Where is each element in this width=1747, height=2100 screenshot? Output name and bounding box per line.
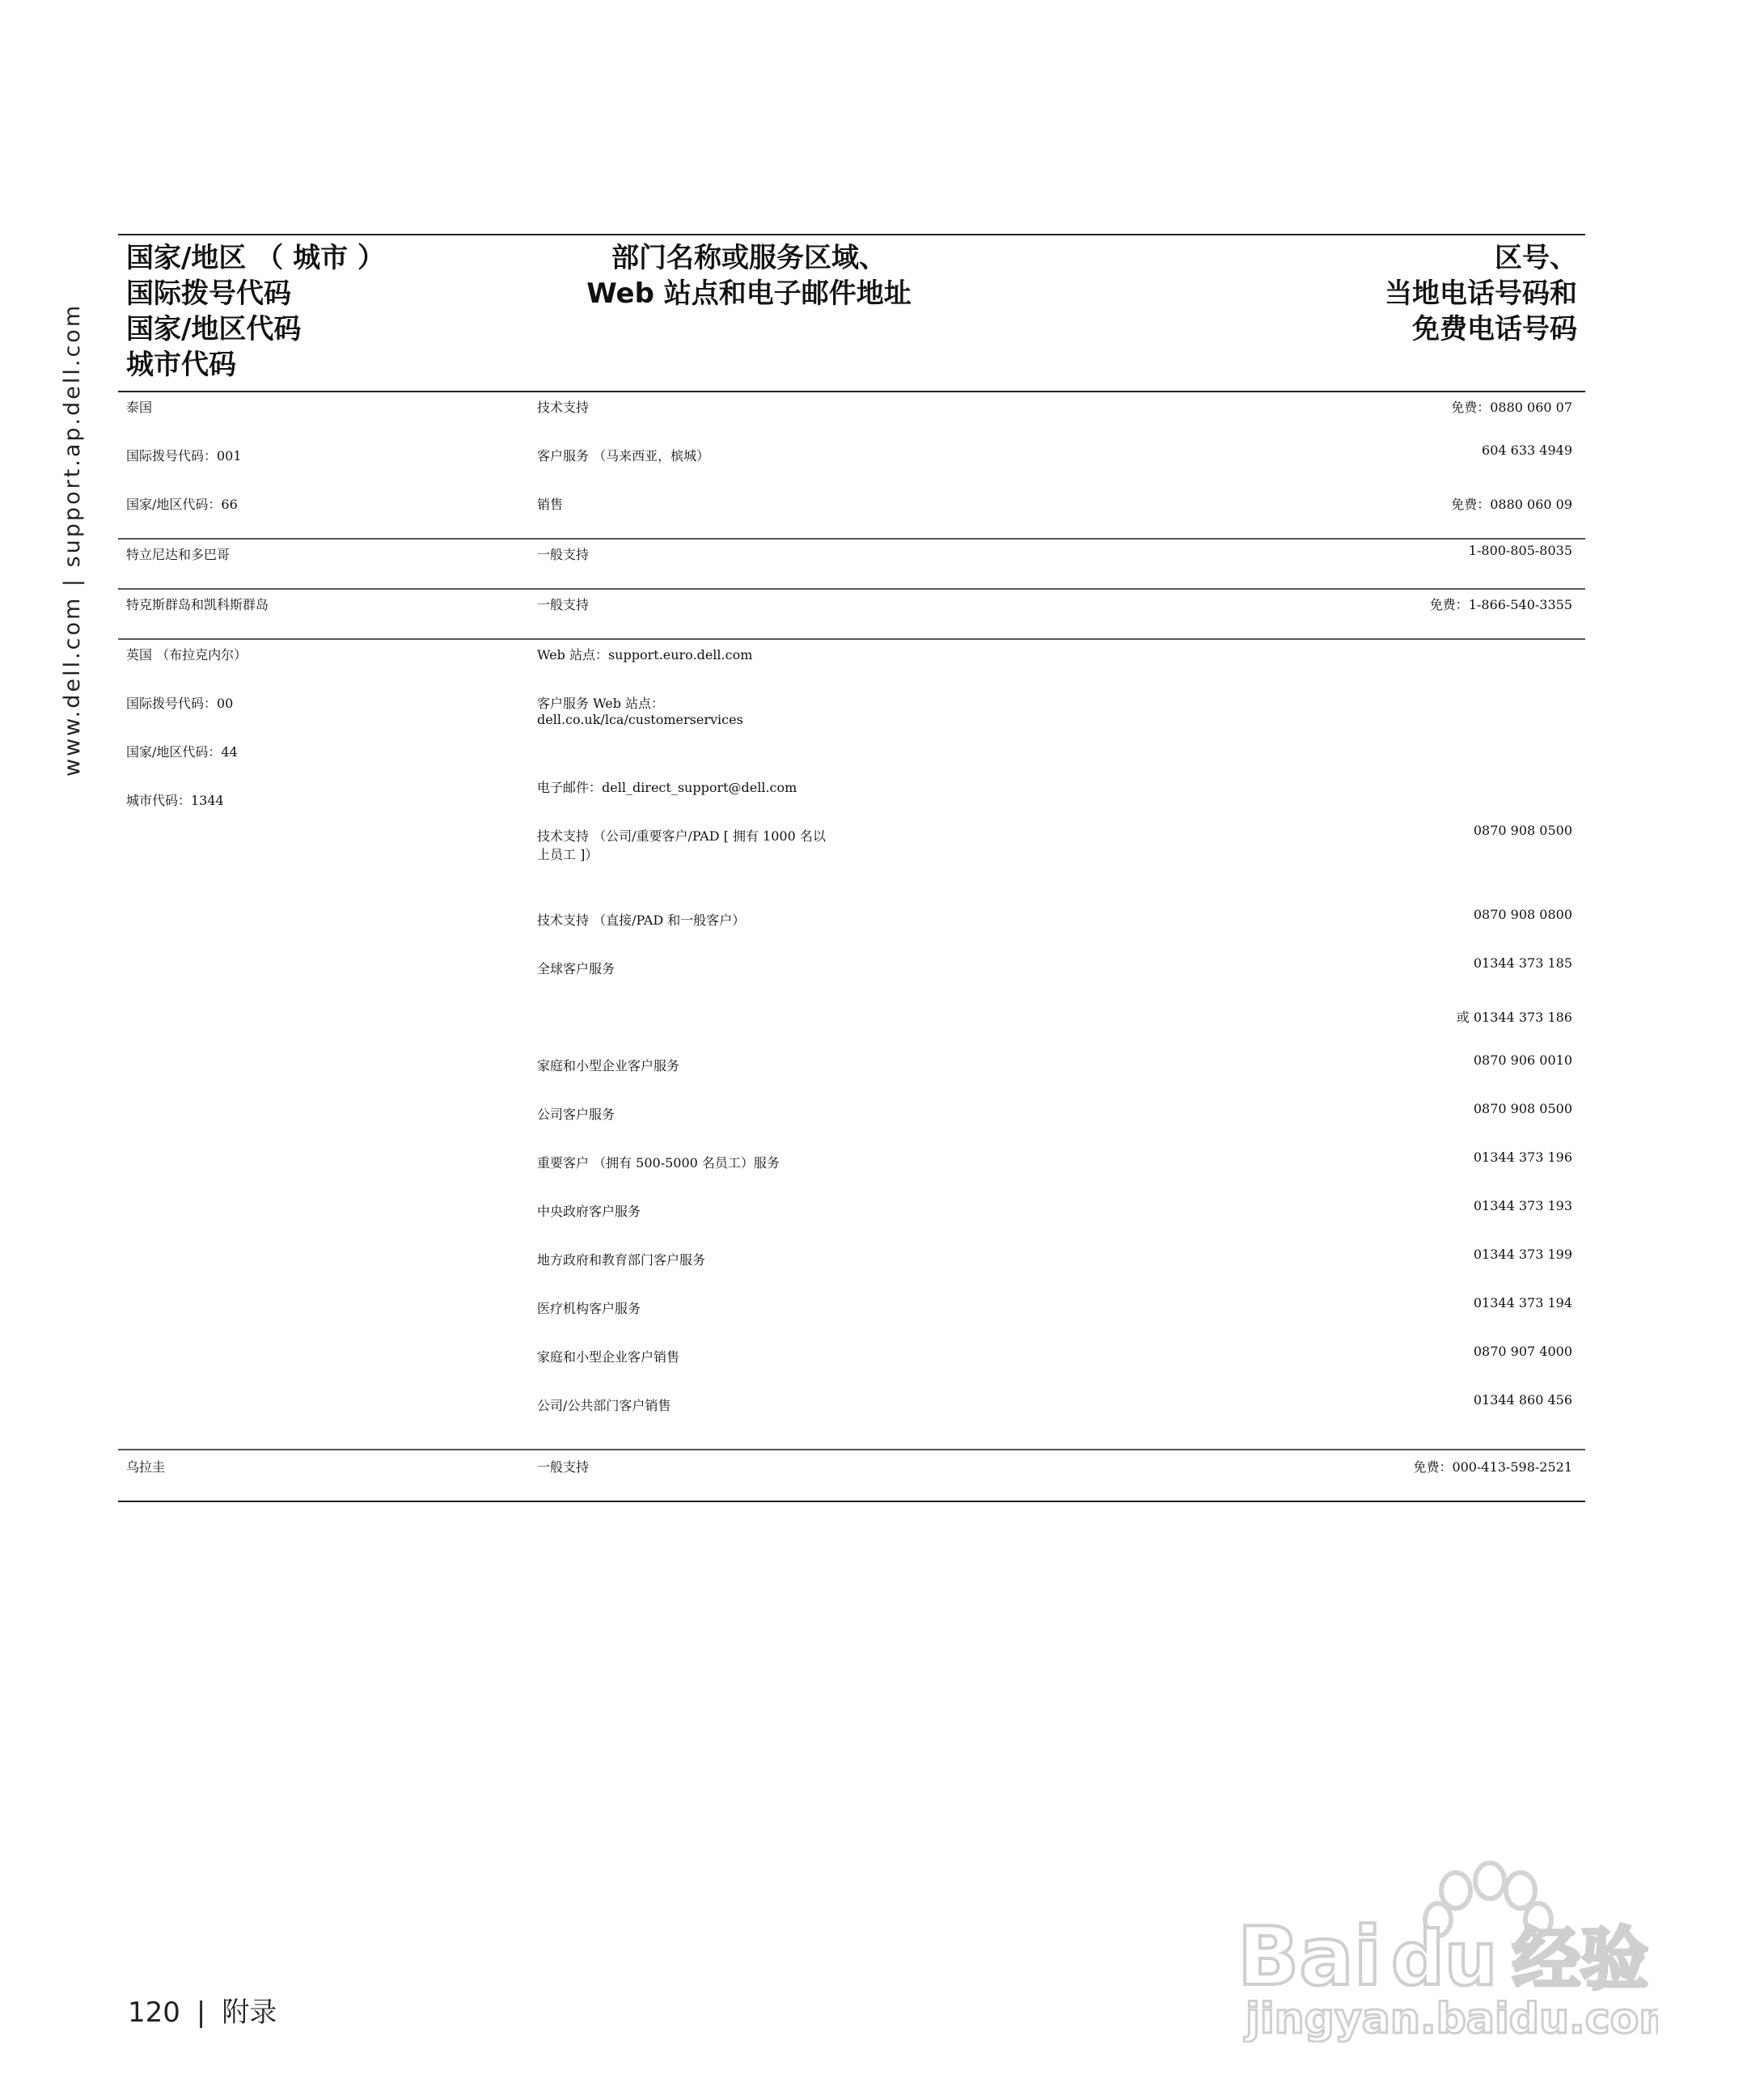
- country-name: 乌拉圭: [126, 1459, 166, 1475]
- service: 客户服务 （马来西亚，槟城）: [537, 448, 710, 464]
- country-info: 国际拨号代码：00: [126, 696, 234, 711]
- service: 技术支持 （公司/重要客户/PAD [ 拥有 1000 名以 上员工 ]）: [537, 828, 826, 862]
- phone: 或 01344 373 186: [1456, 1010, 1572, 1025]
- service: 重要客户 （拥有 500-5000 名员工）服务: [537, 1155, 780, 1171]
- phone: 免费：000-413-598-2521: [1413, 1459, 1572, 1475]
- service: 公司客户服务: [537, 1107, 615, 1122]
- baidu-paw-icon: [1237, 1848, 1658, 2043]
- header-col-service: 部门名称或服务区域、 Web 站点和电子邮件地址: [586, 242, 912, 310]
- side-url: www.dell.com | support.ap.dell.com: [60, 303, 85, 777]
- phone: 01344 373 194: [1473, 1295, 1572, 1310]
- service: 全球客户服务: [537, 961, 615, 976]
- phone: 01344 373 199: [1473, 1247, 1572, 1262]
- group-uk: [118, 640, 1585, 1450]
- service: 技术支持: [537, 400, 590, 415]
- page-number: 120: [128, 1996, 180, 2029]
- service: 一般支持: [537, 1459, 590, 1475]
- phone: 免费：0880 060 07: [1451, 400, 1572, 415]
- phone: 01344 373 193: [1473, 1198, 1572, 1213]
- wm-text-jingyan: 经验: [1512, 1920, 1649, 1999]
- service: 中央政府客户服务: [537, 1204, 641, 1219]
- service: 医疗机构客户服务: [537, 1301, 641, 1316]
- phone: 604 633 4949: [1482, 442, 1572, 458]
- wm-text-bai: Bai: [1237, 1909, 1381, 2004]
- group-turks-caicos: [118, 590, 1585, 640]
- customer-service-link[interactable]: dell.co.uk/lca/customerservices: [537, 712, 743, 727]
- header-col-phone: 区号、 当地电话号码和 免费电话号码: [1385, 242, 1577, 345]
- phone: 0870 906 0010: [1473, 1052, 1572, 1068]
- country-name: 特克斯群岛和凯科斯群岛: [126, 597, 269, 612]
- contact-table: [118, 234, 1585, 1502]
- phone: 01344 373 196: [1473, 1149, 1572, 1165]
- phone: 免费：0880 060 09: [1451, 497, 1572, 512]
- service: 技术支持 （直接/PAD 和一般客户）: [537, 912, 746, 928]
- country-info: 国家/地区代码：44: [126, 744, 238, 760]
- country-name: 泰国: [126, 400, 153, 415]
- header-col-country: 国家/地区 （ 城市 ） 国际拨号代码 国家/地区代码 城市代码: [126, 242, 385, 381]
- phone: 01344 373 185: [1473, 955, 1572, 971]
- service: 一般支持: [537, 597, 590, 612]
- country-name: 特立尼达和多巴哥: [126, 547, 231, 562]
- phone: 1-800-805-8035: [1468, 543, 1572, 558]
- country-name: 英国 （布拉克内尔）: [126, 647, 247, 663]
- service: 地方政府和教育部门客户服务: [537, 1252, 706, 1268]
- phone: 01344 860 456: [1473, 1392, 1572, 1408]
- service: 家庭和小型企业客户服务: [537, 1058, 680, 1073]
- service: 一般支持: [537, 547, 590, 562]
- email-link[interactable]: 电子邮件：dell_direct_support@dell.com: [537, 780, 797, 795]
- phone: 0870 908 0800: [1473, 907, 1572, 922]
- customer-service-web: 客户服务 Web 站点： dell.co.uk/lca/customerservices: [537, 693, 1225, 727]
- phone: 0870 908 0500: [1473, 1101, 1572, 1116]
- group-thailand: [118, 392, 1585, 540]
- group-uruguay: [118, 1450, 1585, 1502]
- wm-url: jingyan.baidu.com: [1246, 1995, 1658, 2043]
- group-trinidad: [118, 540, 1585, 590]
- service: 销售: [537, 497, 564, 512]
- wm-text-du: du: [1391, 1916, 1498, 2002]
- website-link[interactable]: Web 站点：support.euro.dell.com: [537, 647, 753, 663]
- table-header: [118, 234, 1585, 392]
- country-info: 国家/地区代码：66: [126, 497, 238, 512]
- page-footer: [128, 1990, 277, 2030]
- footer-separator: |: [196, 1996, 206, 2029]
- phone: 0870 907 4000: [1473, 1344, 1572, 1359]
- phone: 0870 908 0500: [1473, 823, 1572, 838]
- phone: 免费：1-866-540-3355: [1429, 597, 1572, 612]
- baidu-watermark: [1237, 1848, 1658, 2043]
- section-name: 附录: [222, 1996, 277, 2029]
- service: 家庭和小型企业客户销售: [537, 1349, 680, 1365]
- country-info: 城市代码：1344: [126, 793, 224, 808]
- service: 公司/公共部门客户销售: [537, 1398, 671, 1413]
- country-info: 国际拨号代码：001: [126, 448, 242, 464]
